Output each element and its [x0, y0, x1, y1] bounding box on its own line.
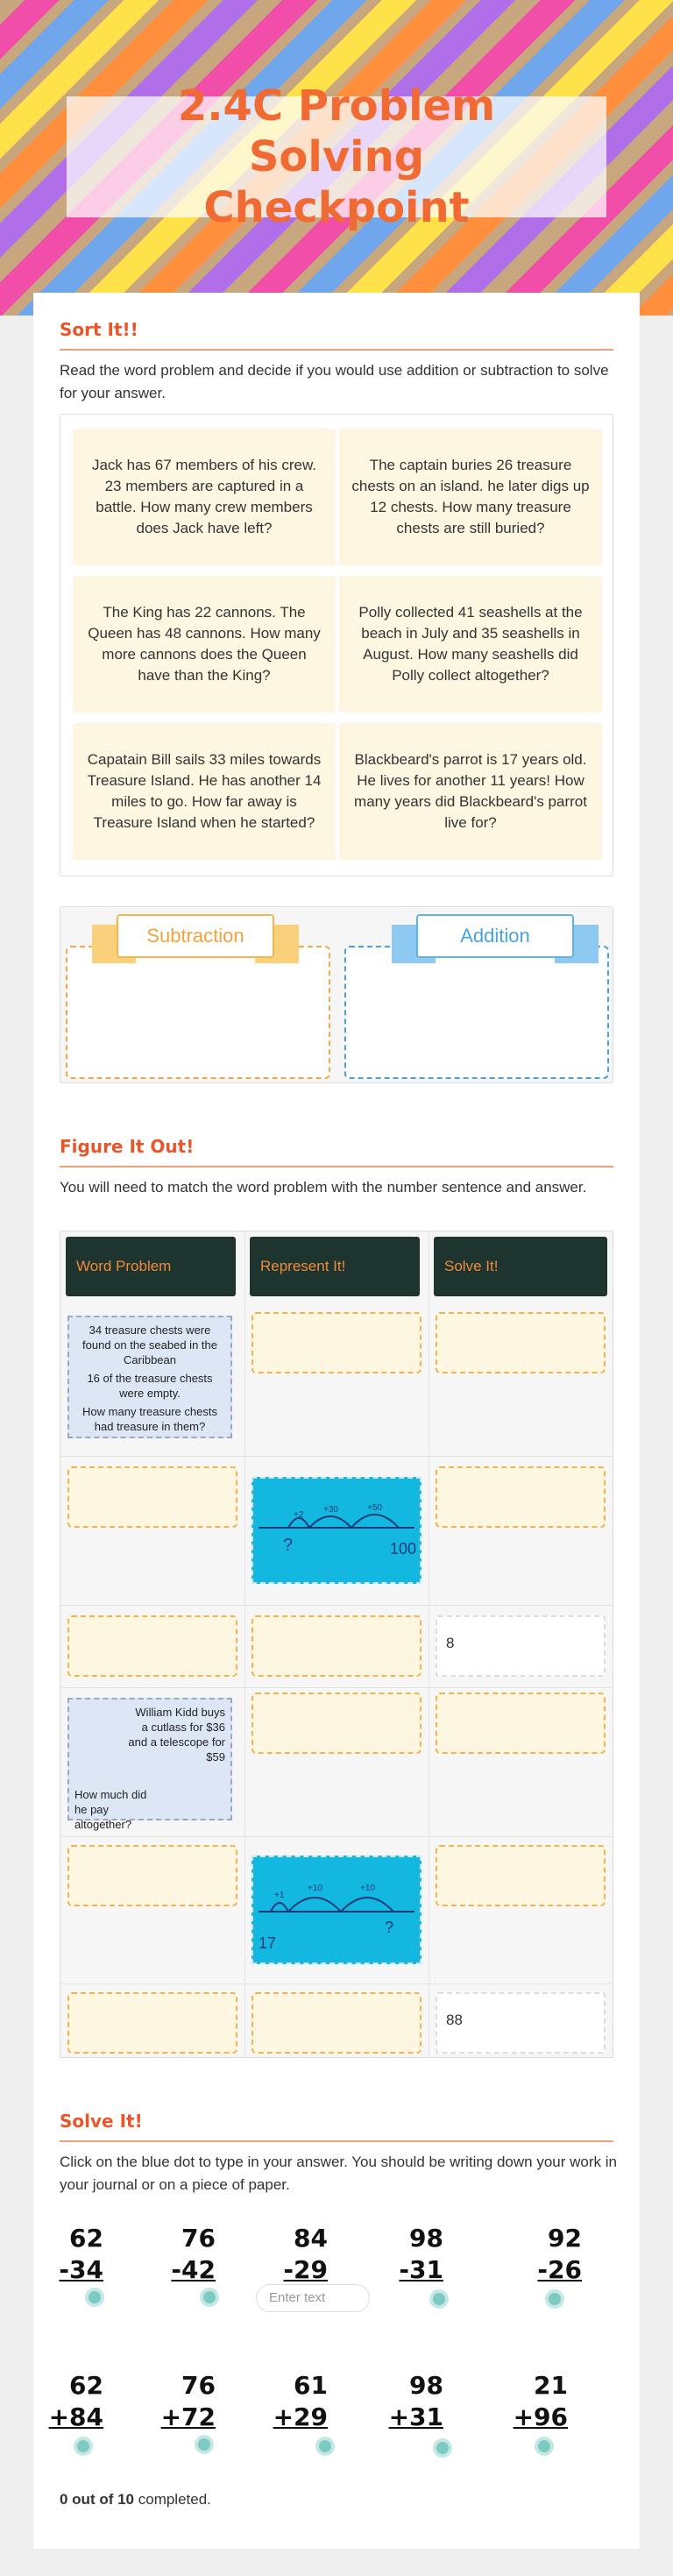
progress-suffix: completed.	[134, 2491, 211, 2508]
addition-problem: 61 +29	[273, 2371, 328, 2431]
problem-text: 16 of the treasure chests were empty.	[87, 1372, 213, 1400]
solve-drop-slot[interactable]	[436, 1466, 606, 1528]
draggable-card[interactable]: Capatain Bill sails 33 miles towards Treasure Island. He has another 14 miles to go. How far away is Treasure Island when he started?	[73, 723, 336, 860]
solve-it-title: Solve It!	[60, 2111, 143, 2132]
number-line-start: 17	[259, 1934, 277, 1952]
section-divider	[60, 2140, 613, 2142]
word-problem-card[interactable]	[67, 1316, 232, 1438]
figure-it-title: Figure It Out!	[60, 1136, 195, 1157]
answer-hotspot[interactable]	[195, 2435, 214, 2454]
answer-hotspot[interactable]	[315, 2437, 335, 2456]
jump-label: +10	[360, 1884, 375, 1893]
subtraction-ribbon	[92, 914, 299, 965]
figure-it-instructions: You will need to match the word problem with the number sentence and answer.	[60, 1179, 587, 1196]
subtraction-drop-zone[interactable]	[66, 946, 330, 1079]
addition-problem: 62 +84	[48, 2371, 103, 2431]
subtraction-problem: 84 -29	[283, 2224, 328, 2284]
problem-text: How much did he pay altogether?	[74, 1788, 147, 1831]
problem-drop-slot[interactable]	[67, 1845, 237, 1906]
represent-drop-slot[interactable]	[251, 1992, 422, 2054]
number-line-2	[253, 1857, 420, 1962]
section-divider	[60, 349, 613, 351]
represent-drop-slot[interactable]	[251, 1615, 422, 1677]
number-line-card[interactable]	[251, 1856, 422, 1964]
number-line-end: ?	[385, 1919, 394, 1936]
answer-hotspot[interactable]	[200, 2288, 219, 2307]
column-header: Solve It!	[434, 1237, 607, 1296]
subtraction-label: Subtraction	[117, 914, 274, 958]
number-line-start: ?	[283, 1536, 294, 1555]
problem-text: 34 treasure chests were found on the seabed in the Caribbean	[82, 1323, 217, 1366]
addition-drop-zone[interactable]	[344, 946, 609, 1079]
problem-text: How many treasure chests had treasure in them?	[82, 1405, 217, 1433]
draggable-card[interactable]: Polly collected 41 seashells at the beach in July and 35 seashells in August. How many seashells did Polly collect altogether?	[339, 576, 602, 713]
solve-drop-slot[interactable]	[436, 1845, 606, 1906]
answer-hotspot[interactable]	[429, 2289, 449, 2309]
page-title: 2.4C Problem Solving Checkpoint	[177, 82, 496, 232]
answer-hotspot[interactable]	[74, 2437, 93, 2456]
sort-cards-container	[60, 414, 613, 876]
represent-drop-slot[interactable]	[251, 1312, 422, 1373]
column-header: Represent It!	[250, 1237, 420, 1296]
problem-drop-slot[interactable]	[67, 1615, 237, 1677]
section-divider	[60, 1166, 613, 1167]
progress-count: 0 out of 10	[60, 2491, 135, 2508]
number-line-card[interactable]	[251, 1477, 422, 1584]
subtraction-problem: 76 -42	[171, 2224, 216, 2284]
addition-label: Addition	[416, 914, 574, 958]
solve-it-instructions: Click on the blue dot to type in your answer. You should be writing down your work in your journal or on a piece of paper.	[60, 2154, 617, 2193]
jump-label: +1	[274, 1891, 285, 1900]
subtraction-problem: 62 -34	[59, 2224, 103, 2284]
draggable-card[interactable]: Jack has 67 members of his crew. 23 members are captured in a battle. How many crew members does Jack have left?	[73, 429, 336, 565]
number-line-1	[253, 1479, 420, 1582]
progress-status	[60, 2491, 211, 2509]
addition-problem: 76 +72	[160, 2371, 216, 2431]
answer-input[interactable]: Enter text	[256, 2284, 370, 2312]
problem-drop-slot[interactable]	[67, 1992, 237, 2054]
answer-card[interactable]: 88	[436, 1992, 606, 2054]
column-header: Word Problem	[66, 1237, 236, 1296]
answer-hotspot[interactable]	[433, 2438, 452, 2458]
title-box	[67, 82, 606, 232]
problem-text: William Kidd buys a cutlass for $36 and a telescope for $59	[128, 1706, 225, 1763]
sort-it-instructions: Read the word problem and decide if you would use addition or subtraction to solve for your answer.	[60, 362, 609, 401]
draggable-card[interactable]: The King has 22 cannons. The Queen has 48 cannons. How many more cannons does the Queen have than the King?	[73, 576, 336, 713]
represent-drop-slot[interactable]	[251, 1692, 422, 1754]
draggable-card[interactable]: The captain buries 26 treasure chests on an island. he later digs up 12 chests. How many treasure chests are still buried?	[339, 429, 602, 565]
jump-label: +50	[367, 1503, 382, 1513]
sort-drop-area	[60, 906, 613, 1083]
addition-problem: 98 +31	[388, 2371, 443, 2431]
jump-label: +30	[323, 1505, 338, 1515]
subtraction-problem: 98 -31	[399, 2224, 443, 2284]
addition-ribbon	[392, 914, 599, 965]
solve-drop-slot[interactable]	[436, 1692, 606, 1754]
number-line-end: 100	[390, 1540, 417, 1558]
word-problem-card[interactable]	[67, 1698, 232, 1831]
solve-drop-slot[interactable]	[436, 1312, 606, 1373]
answer-hotspot[interactable]	[85, 2288, 104, 2307]
subtraction-problem: 92 -26	[537, 2224, 582, 2284]
jump-label: +10	[308, 1884, 322, 1893]
answer-hotspot[interactable]	[535, 2437, 554, 2456]
answer-hotspot[interactable]	[545, 2289, 564, 2309]
draggable-card[interactable]: Blackbeard's parrot is 17 years old. He lives for another 11 years! How many years did Blackbeard's parrot live for?	[339, 723, 602, 860]
worksheet-card	[33, 293, 640, 2549]
matching-table	[60, 1231, 613, 2058]
problem-drop-slot[interactable]	[67, 1466, 237, 1528]
sort-it-title: Sort It!!	[60, 319, 138, 340]
addition-problem: 21 +96	[513, 2371, 568, 2431]
answer-card[interactable]: 8	[436, 1615, 606, 1677]
jump-label: +2	[294, 1510, 304, 1520]
